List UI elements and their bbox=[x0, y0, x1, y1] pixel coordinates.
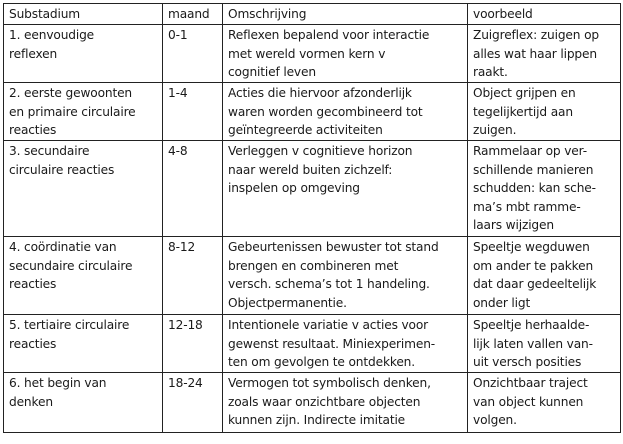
header-maand: maand bbox=[163, 4, 223, 25]
cell-voorbeeld: Zuigreflex: zuigen op alles wat haar lippen raakt. bbox=[468, 25, 621, 83]
cell-substadium: 1. eenvoudige reflexen bbox=[4, 25, 163, 83]
table-row bbox=[4, 141, 621, 237]
cell-omschrijving: Acties die hiervoor afzonderlijk waren worden gecombineerd tot geïntegreerde activiteiten bbox=[223, 83, 468, 141]
cell-omschrijving: Reflexen bepalend voor interactie met wereld vormen kern v cognitief leven bbox=[223, 25, 468, 83]
cell-substadium: 6. het begin van denken bbox=[4, 373, 163, 433]
header-voorbeeld: voorbeeld bbox=[468, 4, 621, 25]
header-substadium: Substadium bbox=[4, 4, 163, 25]
table-row bbox=[4, 315, 621, 373]
cell-voorbeeld: Object grijpen en tegelijkertijd aan zuigen. bbox=[468, 83, 621, 141]
cell-substadium: 2. eerste gewoonten en primaire circulaire reacties bbox=[4, 83, 163, 141]
cell-substadium: 5. tertiaire circulaire reacties bbox=[4, 315, 163, 373]
cell-omschrijving: Vermogen tot symbolisch denken, zoals waar onzichtbare objecten kunnen zijn. Indirecte imitatie bbox=[223, 373, 468, 433]
cell-substadium: 3. secundaire circulaire reacties bbox=[4, 141, 163, 237]
cell-substadium: 4. coördinatie van secundaire circulaire reacties bbox=[4, 237, 163, 315]
table-row bbox=[4, 373, 621, 433]
cell-maand: 0-1 bbox=[163, 25, 223, 83]
table-row bbox=[4, 83, 621, 141]
cell-voorbeeld: Rammelaar op ver- schillende manieren schudden: kan sche- ma’s mbt ramme- laars wijzigen bbox=[468, 141, 621, 237]
table-row bbox=[4, 25, 621, 83]
cell-maand: 18-24 bbox=[163, 373, 223, 433]
cell-omschrijving: Verleggen v cognitieve horizon naar wereld buiten zichzelf: inspelen op omgeving bbox=[223, 141, 468, 237]
cell-voorbeeld: Speeltje herhaalde- lijk laten vallen van- uit versch posities bbox=[468, 315, 621, 373]
cell-omschrijving: Gebeurtenissen bewuster tot stand brengen en combineren met versch. schema’s tot 1 handeling. Objectpermanentie. bbox=[223, 237, 468, 315]
table-header-row bbox=[4, 4, 621, 25]
substadia-table bbox=[3, 3, 621, 433]
header-omschrijving: Omschrijving bbox=[223, 4, 468, 25]
cell-maand: 12-18 bbox=[163, 315, 223, 373]
table-row bbox=[4, 237, 621, 315]
cell-omschrijving: Intentionele variatie v acties voor gewenst resultaat. Miniexperimen- ten om gevolgen te ontdekken. bbox=[223, 315, 468, 373]
cell-voorbeeld: Onzichtbaar traject van object kunnen volgen. bbox=[468, 373, 621, 433]
cell-maand: 1-4 bbox=[163, 83, 223, 141]
cell-voorbeeld: Speeltje wegduwen om ander te pakken dat daar gedeeltelijk onder ligt bbox=[468, 237, 621, 315]
cell-maand: 8-12 bbox=[163, 237, 223, 315]
cell-maand: 4-8 bbox=[163, 141, 223, 237]
